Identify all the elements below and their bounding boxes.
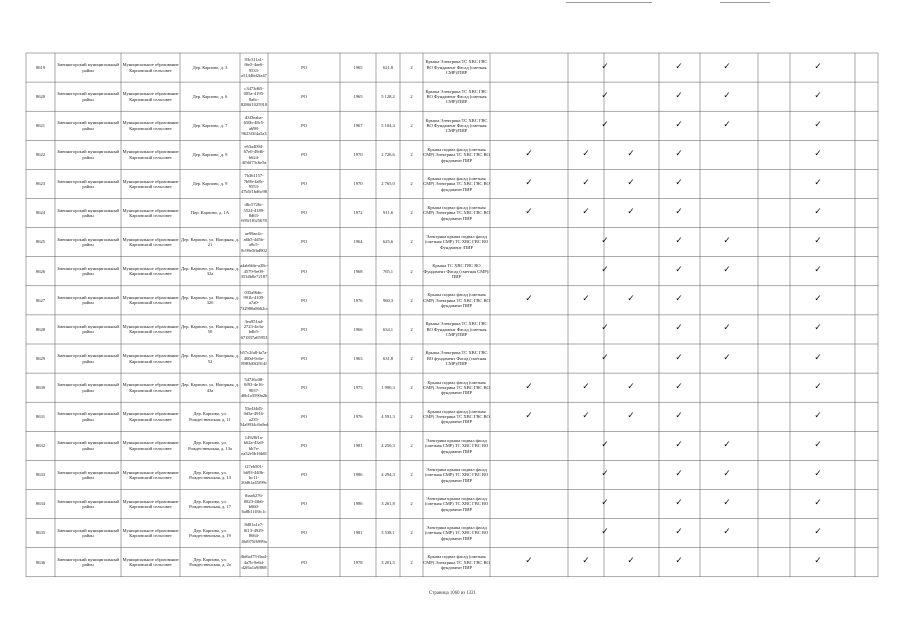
fias-code-cell: e63a4094-67e0-49d6-b624-4f56f73c6e5a [241, 144, 267, 166]
district-cell: Змеиногорский муниципальный район [57, 556, 119, 568]
floors-cell: 2 [410, 64, 413, 70]
check-mark-icon: ✓ [675, 498, 683, 509]
row-number: 8623 [36, 181, 45, 187]
floors-cell: 2 [410, 443, 413, 449]
check-mark-icon: ✓ [814, 381, 822, 392]
check-mark-icon: ✓ [814, 323, 822, 334]
row-number: 8634 [36, 501, 45, 507]
district-cell: Змеиногорский муниципальный район [57, 411, 119, 422]
owner-cell: Муниципальное образование Карповский сельсовет [122, 469, 179, 480]
fias-code-cell: 93c311a1-f6e5-4ae6-9533-a51446d2fa47 [241, 56, 267, 78]
owner-cell: Муниципальное образование Карповский сельсовет [122, 120, 179, 131]
fias-code-cell: 7b361157-7b9b-4a8c-9553-47b5f1bd6c98 [241, 173, 267, 195]
page-number-footer: Страница 1060 из 1321 [429, 591, 476, 596]
check-mark-icon: ✓ [814, 527, 822, 538]
area-cell: 1 990,3 [381, 384, 395, 390]
floors-cell: 2 [410, 501, 413, 507]
area-cell: 3 261,8 [381, 501, 395, 507]
works-cell: Крыша Электрика ТС ХВС ГВС ВО фундамент Фасад (сметная СМР)/ПИР [425, 350, 488, 367]
check-mark-icon: ✓ [582, 410, 590, 421]
row-number: 8626 [36, 268, 45, 274]
check-mark-icon: ✓ [814, 468, 822, 479]
address-cell: Дер. Карпово, ул. Нагорная, д. 32а [181, 265, 239, 277]
owner-cell: Муниципальное образование Карповский сельсовет [122, 353, 179, 364]
owner-cell: Муниципальное образование Карповский сельсовет [122, 207, 179, 219]
type-cell: РО [301, 268, 307, 274]
check-mark-icon: ✓ [675, 265, 683, 276]
district-cell: Змеиногорский муниципальный район [57, 353, 119, 364]
check-mark-icon: ✓ [675, 61, 683, 72]
address-cell: Дер. Карпово, ул. Нагорная, д. 21 [181, 236, 239, 248]
district-cell: Змеиногорский муниципальный район [57, 498, 119, 510]
check-mark-icon: ✓ [723, 90, 731, 101]
works-cell: Крыша подвал фасад (сметная СМР) Электрика ТС ХВС ГВС ВО фундамент ПИР [423, 408, 490, 425]
area-cell: 4 591,3 [381, 414, 395, 420]
row-number: 8621 [36, 123, 45, 129]
type-cell: РО [301, 326, 307, 332]
address-cell: Дер. Карпово, ул. Рождественская, д. 13 [189, 469, 231, 480]
type-cell: РО [301, 123, 307, 129]
district-cell: Змеиногорский муниципальный район [57, 527, 119, 539]
type-cell: РО [301, 210, 307, 216]
row-number: 8630 [36, 384, 45, 390]
row-number: 8620 [36, 93, 45, 99]
address-cell: Дер. Карпово, ул. Рождественская, д. 2а [189, 556, 231, 568]
district-cell: Змеиногорский муниципальный район [57, 382, 119, 393]
year-cell: 1986 [353, 472, 363, 478]
check-mark-icon: ✓ [525, 148, 533, 159]
floors-cell: 2 [410, 152, 413, 158]
district-cell: Змеиногорский муниципальный район [57, 265, 119, 277]
address-cell: Дер. Карпово, д. 9 [192, 181, 228, 187]
check-mark-icon: ✓ [525, 177, 533, 188]
check-mark-icon: ✓ [814, 148, 822, 159]
type-cell: РО [301, 443, 307, 449]
row-number: 8633 [36, 472, 45, 478]
owner-cell: Муниципальное образование Карповский сельсовет [122, 62, 179, 73]
check-mark-icon: ✓ [675, 236, 683, 247]
type-cell: РО [301, 530, 307, 536]
check-mark-icon: ✓ [525, 556, 533, 567]
check-mark-icon: ✓ [814, 498, 822, 509]
floors-cell: 2 [410, 210, 413, 216]
year-cell: 1968 [353, 268, 363, 274]
owner-cell: Муниципальное образование Карповский сельсовет [122, 382, 179, 393]
address-cell: Дер. Карпово, д. 7 [192, 123, 228, 129]
floors-cell: 2 [410, 472, 413, 478]
district-cell: Змеиногорский муниципальный район [57, 120, 119, 131]
year-cell: 1970 [353, 181, 363, 187]
check-mark-icon: ✓ [675, 352, 683, 363]
check-mark-icon: ✓ [723, 236, 731, 247]
owner-cell: Муниципальное образование Карповский сельсовет [122, 149, 179, 160]
area-cell: 5 128,2 [381, 93, 395, 99]
year-cell: 1965 [353, 93, 363, 99]
owner-cell: Муниципальное образование Карповский сельсовет [122, 411, 179, 422]
area-cell: 960,3 [382, 297, 394, 303]
owner-cell: Муниципальное образование Карповский сельсовет [122, 556, 179, 568]
address-cell: Пер. Карпово, д. 1А [190, 210, 230, 216]
fias-code-cell: 14928f1a-b62a-43a9-bb7e-ea52e5b16b0f [241, 435, 267, 457]
type-cell: РО [301, 181, 307, 187]
district-cell: Змеиногорский муниципальный район [57, 207, 119, 219]
check-mark-icon: ✓ [627, 381, 635, 392]
owner-cell: Муниципальное образование Карповский сельсовет [122, 178, 179, 189]
check-mark-icon: ✓ [627, 294, 635, 305]
year-cell: 1964 [353, 239, 363, 245]
area-cell: 911,6 [383, 210, 393, 216]
fias-code-cell: d3f3eaba-650b-48c5-a698-9623f3f4a5a3 [241, 114, 267, 137]
check-mark-icon: ✓ [723, 323, 731, 334]
check-mark-icon: ✓ [675, 148, 683, 159]
works-cell: Крыша Электрика ТС ХВС ГВС ВО Фундамент Фасад (сметная СМР)/ПИР [425, 321, 488, 338]
fias-code-cell: 4bf6af75-fba4-4a7b-9e6d-d2f6a1a9f868 [240, 554, 268, 570]
check-mark-icon: ✓ [675, 323, 683, 334]
year-cell: 1972 [353, 210, 363, 216]
fias-code-cell: ae99ae4c-a6b5-4d5b-a8c5-8c99e5fbd902 [241, 231, 267, 253]
district-cell: Змеиногорский муниципальный район [57, 324, 119, 335]
type-cell: РО [301, 64, 307, 70]
row-number: 8629 [36, 355, 45, 361]
check-mark-icon: ✓ [675, 556, 683, 567]
address-cell: Дер. Карпово, ул. Нагорная, д. 50 [181, 324, 239, 335]
type-cell: РО [301, 93, 307, 99]
works-cell: Крыша Электрика ТС ХВС ГВС ВО Фундамент Фасад (сметная СМР)/ПИР [425, 117, 488, 134]
check-mark-icon: ✓ [814, 410, 822, 421]
works-cell: Крыша Электрика ТС ХВС ГВС ВО Фундамент Фасад (сметная СМР)/ПИР [425, 88, 488, 105]
check-mark-icon: ✓ [675, 177, 683, 188]
row-number: 8619 [36, 64, 45, 70]
row-number: 8631 [36, 414, 45, 420]
district-cell: Змеиногорский муниципальный район [57, 440, 119, 451]
floors-cell: 2 [410, 530, 413, 536]
check-mark-icon: ✓ [582, 207, 590, 218]
check-mark-icon: ✓ [814, 61, 822, 72]
row-number: 8622 [36, 152, 45, 158]
works-cell: Крыша Электрика ТС ХВС ГВС ВО Фундамент Фасад (сметная СМР)/ПИР [425, 59, 488, 76]
area-cell: 5 104,4 [381, 123, 395, 129]
check-mark-icon: ✓ [601, 498, 609, 509]
check-mark-icon: ✓ [675, 410, 683, 421]
district-cell: Змеиногорский муниципальный район [57, 469, 119, 480]
owner-cell: Муниципальное образование Карповский сельсовет [122, 440, 179, 451]
row-number: 8636 [36, 559, 45, 565]
area-cell: 621,8 [382, 64, 394, 70]
works-cell: Крыша подвал фасад (сметная СМР) Электрика ТС ХВС ГВС ВО фундамент ПИР [423, 204, 490, 221]
works-cell: Крыша подвал фасад (сметная СМР) Электрика ТС ХВС ГВС ВО фундамент ПИР [423, 175, 490, 192]
works-cell: Электрика крыша подвал фасад (сметная СМР) ТС ХВС ГВС ВО фундамент ПИР [424, 437, 489, 454]
floors-cell: 2 [410, 414, 413, 420]
year-cell: 1981 [353, 443, 363, 449]
check-mark-icon: ✓ [627, 177, 635, 188]
check-mark-icon: ✓ [675, 119, 683, 130]
check-mark-icon: ✓ [582, 294, 590, 305]
check-mark-icon: ✓ [601, 323, 609, 334]
check-mark-icon: ✓ [723, 352, 731, 363]
check-mark-icon: ✓ [525, 207, 533, 218]
address-cell: Дер. Карпово, ул. Нагорная, д. 43а [181, 382, 239, 393]
fias-code-cell: fbaa6276-0823-4fb6-b660-6a8b1f18fc1c [241, 493, 267, 515]
area-cell: 4 294,3 [381, 472, 395, 478]
check-mark-icon: ✓ [814, 119, 822, 130]
year-cell: 1976 [353, 297, 363, 303]
area-cell: 2 726,6 [381, 152, 395, 158]
type-cell: РО [301, 239, 307, 245]
check-mark-icon: ✓ [525, 410, 533, 421]
check-mark-icon: ✓ [814, 177, 822, 188]
works-cell: Электрика крыша подвал фасад (сметная СМР) ТС ХВС ГВС ВО фундамент ПИР [424, 495, 489, 512]
year-cell: 1970 [353, 152, 363, 158]
check-mark-icon: ✓ [601, 61, 609, 72]
floors-cell: 2 [410, 181, 413, 187]
year-cell: 1976 [353, 414, 363, 420]
year-cell: 1965 [353, 64, 363, 70]
check-mark-icon: ✓ [723, 498, 731, 509]
floors-cell: 2 [410, 355, 413, 361]
check-mark-icon: ✓ [814, 90, 822, 101]
fias-code-cell: b57c2fa8-fa7a-400d-9c6e-8983d0f2914f [240, 350, 268, 367]
year-cell: 1981 [353, 530, 363, 536]
area-cell: 631,8 [382, 355, 394, 361]
check-mark-icon: ✓ [525, 294, 533, 305]
fias-code-cell: 3ea951ad-2723-4e3a-bdb5-671837a65953 [240, 318, 268, 340]
works-cell: Крыша подвал фасад (сметная СМР) Электрика ТС ХВС ГВС ВО фундамент ПИР [423, 379, 490, 396]
check-mark-icon: ✓ [675, 294, 683, 305]
floors-cell: 2 [410, 239, 413, 245]
check-mark-icon: ✓ [723, 439, 731, 450]
owner-cell: Муниципальное образование Карповский сельсовет [122, 91, 179, 102]
floors-cell: 2 [410, 326, 413, 332]
check-mark-icon: ✓ [675, 90, 683, 101]
row-number: 8628 [36, 326, 45, 332]
row-number: 8625 [36, 239, 45, 245]
check-mark-icon: ✓ [601, 527, 609, 538]
check-mark-icon: ✓ [627, 207, 635, 218]
area-cell: 765,1 [382, 268, 394, 274]
fias-code-cell: d6c5726c-5524-4189-8d63-695f1f625678 [241, 202, 267, 224]
district-cell: Змеиногорский муниципальный район [57, 236, 119, 248]
row-number: 8635 [36, 530, 45, 536]
floors-cell: 2 [410, 268, 413, 274]
district-cell: Змеиногорский муниципальный район [57, 62, 119, 73]
area-cell: 4 256,3 [381, 443, 395, 449]
address-cell: Дер. Карпово, ул. Рождественская, д. 11 [189, 411, 231, 422]
owner-cell: Муниципальное образование Карповский сельсовет [122, 498, 179, 510]
works-cell: Крыша подвал фасад (сметная СМР) Электрика ТС ХВС ГВС ВО фундамент ПИР [423, 554, 490, 570]
check-mark-icon: ✓ [814, 207, 822, 218]
type-cell: РО [301, 355, 307, 361]
type-cell: РО [301, 559, 307, 565]
check-mark-icon: ✓ [627, 148, 635, 159]
owner-cell: Муниципальное образование Карповский сельсовет [122, 527, 179, 539]
works-cell: Электрика крыша подвал фасад (сметная СМР) ТС ХВС ГВС ВО фундамент ПИР [424, 525, 489, 541]
address-cell: Дер. Карпово, ул. Нагорная, д. 32б [181, 294, 239, 306]
floors-cell: 2 [410, 123, 413, 129]
year-cell: 1963 [353, 355, 363, 361]
check-mark-icon: ✓ [675, 207, 683, 218]
year-cell: 1975 [353, 384, 363, 390]
check-mark-icon: ✓ [675, 527, 683, 538]
check-mark-icon: ✓ [627, 556, 635, 567]
check-mark-icon: ✓ [601, 90, 609, 101]
check-mark-icon: ✓ [627, 410, 635, 421]
check-mark-icon: ✓ [723, 265, 731, 276]
check-mark-icon: ✓ [814, 294, 822, 305]
row-number: 8627 [36, 297, 45, 303]
address-cell: Дер. Карпово, д. 6 [192, 93, 228, 99]
works-cell: Электрика крыша подвал фасад (сметная СМР) ТС ХВС ГВС ВО фундамент ПИР [424, 466, 489, 483]
check-mark-icon: ✓ [601, 119, 609, 130]
check-mark-icon: ✓ [601, 265, 609, 276]
check-mark-icon: ✓ [582, 148, 590, 159]
check-mark-icon: ✓ [675, 381, 683, 392]
owner-cell: Муниципальное образование Карповский сельсовет [122, 324, 179, 335]
fias-code-cell: 55e4f4d5-0d5a-4916-a235-54a9934c8a0ed [240, 405, 268, 428]
fias-code-cell: 8d81a1e7-0f13-4929-8664-f0d975f6999a [241, 522, 267, 544]
check-mark-icon: ✓ [582, 556, 590, 567]
check-mark-icon: ✓ [675, 468, 683, 479]
year-cell: 1978 [353, 559, 363, 565]
check-mark-icon: ✓ [675, 439, 683, 450]
owner-cell: Муниципальное образование Карповский сельсовет [122, 265, 179, 277]
type-cell: РО [301, 472, 307, 478]
type-cell: РО [301, 297, 307, 303]
address-cell: Дер. Карпово, ул. Рождественская, д. 13а [188, 440, 232, 451]
district-cell: Змеиногорский муниципальный район [57, 178, 119, 189]
check-mark-icon: ✓ [601, 236, 609, 247]
owner-cell: Муниципальное образование Карповский сельсовет [122, 236, 179, 248]
fias-code-cell: c3473d65-005a-4195-8a6c-8286f1025910 [240, 85, 268, 108]
district-cell: Змеиногорский муниципальный район [57, 294, 119, 306]
check-mark-icon: ✓ [814, 556, 822, 567]
fias-code-cell: a4ab6fde-a38c-4579-9e09-3534b0e72187 [240, 263, 268, 279]
check-mark-icon: ✓ [582, 177, 590, 188]
check-mark-icon: ✓ [814, 352, 822, 363]
row-number: 8632 [36, 443, 45, 449]
area-cell: 3 201,5 [381, 559, 395, 565]
floors-cell: 2 [410, 297, 413, 303]
works-cell: Крыша подвал фасад (сметная СМР) Электрика ТС ХВС ГВС ВО фундамент ПИР [423, 292, 490, 309]
works-cell: Крыша подвал фасад (сметная СМР) Электрика ТС ХВС ГВС ВО фундамент ПИР [423, 146, 490, 163]
district-cell: Змеиногорский муниципальный район [57, 91, 119, 102]
area-cell: 2 765,0 [381, 181, 395, 187]
check-mark-icon: ✓ [814, 265, 822, 276]
address-cell: Дер. Карпово, ул. Рождественская, д. 19 [189, 527, 231, 539]
check-mark-icon: ✓ [582, 381, 590, 392]
check-mark-icon: ✓ [814, 439, 822, 450]
check-mark-icon: ✓ [723, 468, 731, 479]
check-mark-icon: ✓ [814, 236, 822, 247]
type-cell: РО [301, 414, 307, 420]
fias-code-cell: f27eb501-b693-440b-bc11-20d61a45f99c [241, 464, 267, 486]
area-cell: 625,6 [382, 239, 394, 245]
year-cell: 1986 [353, 501, 363, 507]
works-cell: Электрика крыша подвал фасад (сметная СМР) ТС ХВС ГВС ВО Фундамент /ПИР [424, 234, 489, 250]
area-cell: 3 538,1 [381, 530, 395, 536]
row-number: 8624 [36, 210, 45, 216]
year-cell: 1966 [353, 326, 363, 332]
type-cell: РО [301, 384, 307, 390]
type-cell: РО [301, 152, 307, 158]
district-cell: Змеиногорский муниципальный район [57, 149, 119, 160]
year-cell: 1967 [353, 123, 363, 129]
address-cell: Дер. Карпово, ул. Рождественская, д. 17 [189, 498, 231, 510]
address-cell: Дер. Карпово, ул. Нагорная, д. 52 [181, 353, 239, 364]
floors-cell: 2 [410, 384, 413, 390]
check-mark-icon: ✓ [601, 439, 609, 450]
area-cell: 634,1 [382, 326, 394, 332]
check-mark-icon: ✓ [601, 352, 609, 363]
check-mark-icon: ✓ [723, 119, 731, 130]
check-mark-icon: ✓ [723, 61, 731, 72]
check-mark-icon: ✓ [601, 468, 609, 479]
fias-code-cell: 54726c08-0f93-4e16-9037-40b1a3590a2b [240, 376, 268, 399]
type-cell: РО [301, 501, 307, 507]
address-cell: Дер. Карпово, д. 3 [192, 64, 228, 70]
check-mark-icon: ✓ [525, 381, 533, 392]
check-mark-icon: ✓ [723, 527, 731, 538]
floors-cell: 2 [410, 559, 413, 565]
works-cell: Крыша ТС ХВС ГВС ВО Фундамент Фасад (сметная СМР)/ПИР [423, 263, 490, 279]
floors-cell: 2 [410, 93, 413, 99]
address-cell: Дер. Карпово, д. 9 [192, 152, 228, 158]
fias-code-cell: 035a9b6c-991b-4109-a7a0-732980a8662cc [240, 289, 268, 311]
owner-cell: Муниципальное образование Карповский сельсовет [122, 294, 179, 306]
